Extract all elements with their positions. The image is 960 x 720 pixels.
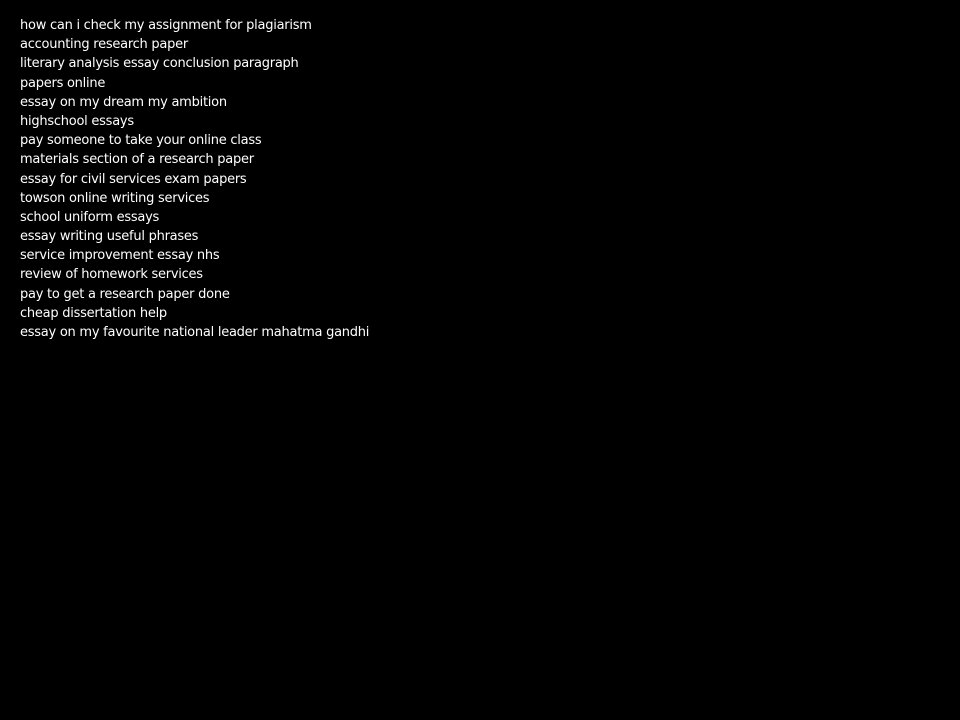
list-item bbox=[20, 188, 369, 207]
link-highschool-essays[interactable]: highschool essays bbox=[20, 113, 134, 129]
link-materials-section[interactable]: materials section of a research paper bbox=[20, 152, 254, 168]
list-item bbox=[20, 303, 369, 322]
link-literary-analysis-conclusion[interactable]: literary analysis essay conclusion paragraph bbox=[20, 56, 299, 72]
list-item bbox=[20, 111, 369, 130]
link-towson-writing-services[interactable]: towson online writing services bbox=[20, 190, 210, 206]
link-pay-research-paper[interactable]: pay to get a research paper done bbox=[20, 286, 230, 302]
list-item bbox=[20, 264, 369, 283]
link-check-assignment-plagiarism[interactable]: how can i check my assignment for plagiarism bbox=[20, 18, 312, 33]
list-item bbox=[20, 34, 369, 53]
link-list bbox=[20, 15, 369, 341]
link-pay-online-class[interactable]: pay someone to take your online class bbox=[20, 133, 262, 149]
list-item bbox=[20, 322, 369, 341]
list-item bbox=[20, 284, 369, 303]
link-essay-mahatma-gandhi[interactable]: essay on my favourite national leader mahatma gandhi bbox=[20, 325, 370, 340]
list-item bbox=[20, 53, 369, 72]
list-item bbox=[20, 73, 369, 92]
link-service-improvement-nhs[interactable]: service improvement essay nhs bbox=[20, 248, 220, 264]
list-item bbox=[20, 226, 369, 245]
link-civil-services-essay[interactable]: essay for civil services exam papers bbox=[20, 171, 247, 187]
link-essay-dream-ambition[interactable]: essay on my dream my ambition bbox=[20, 94, 227, 110]
list-item bbox=[20, 15, 369, 34]
link-cheap-dissertation-help[interactable]: cheap dissertation help bbox=[20, 305, 167, 321]
link-essay-useful-phrases[interactable]: essay writing useful phrases bbox=[20, 229, 199, 245]
link-papers-online[interactable]: papers online bbox=[20, 75, 106, 91]
link-school-uniform-essays[interactable]: school uniform essays bbox=[20, 209, 160, 225]
link-review-homework-services[interactable]: review of homework services bbox=[20, 267, 203, 283]
list-item bbox=[20, 207, 369, 226]
list-item bbox=[20, 130, 369, 149]
list-item bbox=[20, 92, 369, 111]
list-item bbox=[20, 169, 369, 188]
list-item bbox=[20, 149, 369, 168]
list-item bbox=[20, 245, 369, 264]
link-accounting-research-paper[interactable]: accounting research paper bbox=[20, 37, 188, 53]
